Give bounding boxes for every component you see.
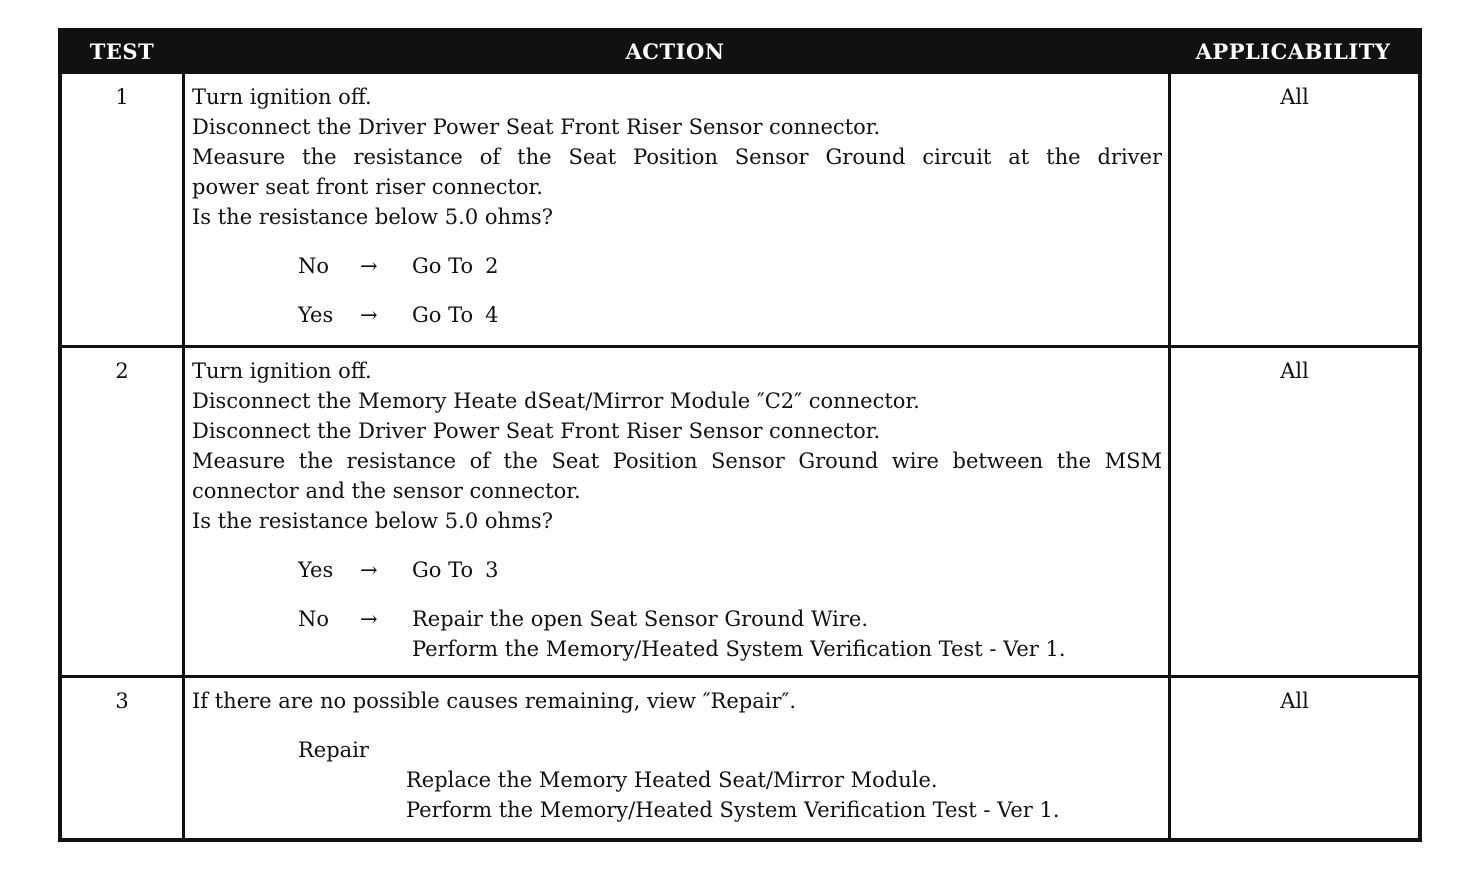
table-row-test-3: [62, 675, 1418, 838]
branch-goto: [412, 300, 499, 330]
action-cell: [182, 348, 1168, 675]
arrow-icon: →: [360, 558, 378, 582]
action-cell: [182, 74, 1168, 345]
diagnostic-test-table: [58, 28, 1422, 842]
applicability-value: All: [1168, 74, 1418, 345]
action-line: Disconnect the Memory Heate dSeat/Mirror Module ″C2″ connector.: [192, 389, 920, 413]
action-line: connector and the sensor connector.: [192, 479, 581, 503]
repair-step: Replace the Memory Heated Seat/Mirror Module.: [406, 768, 938, 792]
branch-goto: [412, 251, 499, 281]
branch-yes: [192, 555, 1162, 585]
action-cell: [182, 678, 1168, 838]
action-line: Is the resistance below 5.0 ohms?: [192, 509, 553, 533]
applicability-value: All: [1168, 348, 1418, 675]
action-line: If there are no possible causes remaining, view ″Repair″.: [192, 689, 797, 713]
repair-instruction: Repair the open Seat Sensor Ground Wire.: [412, 607, 869, 631]
table-row-test-2: [62, 345, 1418, 675]
action-line: power seat front riser connector.: [192, 175, 543, 199]
action-line: Disconnect the Driver Power Seat Front Riser Sensor connector.: [192, 115, 881, 139]
action-line: Turn ignition off.: [192, 359, 372, 383]
table-header: [62, 32, 1418, 71]
goto-label: Go To: [412, 303, 474, 327]
arrow-icon: →: [360, 607, 378, 631]
branch-repair-text: [412, 604, 1066, 664]
branch-no: [192, 604, 1162, 664]
branch-no: [192, 251, 1162, 281]
goto-target: 4: [485, 303, 499, 327]
action-line: Measure the resistance of the Seat Position Sensor Ground circuit at the driver: [192, 145, 1162, 169]
action-line: Turn ignition off.: [192, 85, 372, 109]
repair-steps: [192, 765, 1162, 825]
action-line: Measure the resistance of the Seat Position Sensor Ground wire between the MSM: [192, 449, 1162, 473]
test-number: 3: [115, 689, 129, 713]
header-test: TEST: [89, 38, 155, 64]
branch-yes: [192, 300, 1162, 330]
goto-label: Go To: [412, 558, 474, 582]
header-applicability: APPLICABILITY: [1195, 38, 1391, 64]
test-number: 2: [115, 359, 129, 383]
goto-label: Go To: [412, 254, 474, 278]
repair-step: Perform the Memory/Heated System Verification Test - Ver 1.: [406, 798, 1060, 822]
action-line: Is the resistance below 5.0 ohms?: [192, 205, 553, 229]
arrow-icon: →: [360, 303, 378, 327]
header-action: ACTION: [625, 38, 725, 64]
arrow-icon: →: [360, 254, 378, 278]
action-line: Disconnect the Driver Power Seat Front Riser Sensor connector.: [192, 419, 881, 443]
goto-target: 3: [485, 558, 499, 582]
branch-answer: No: [298, 254, 330, 278]
repair-label: Repair: [298, 738, 369, 762]
branch-answer: Yes: [298, 558, 334, 582]
table-row-test-1: [62, 71, 1418, 345]
branch-answer: Yes: [298, 303, 334, 327]
test-number: 1: [115, 85, 129, 109]
branch-answer: No: [298, 607, 330, 631]
verification-instruction: Perform the Memory/Heated System Verification Test - Ver 1.: [412, 637, 1066, 661]
applicability-value: All: [1168, 678, 1418, 838]
branch-goto: [412, 555, 499, 585]
goto-target: 2: [485, 254, 499, 278]
